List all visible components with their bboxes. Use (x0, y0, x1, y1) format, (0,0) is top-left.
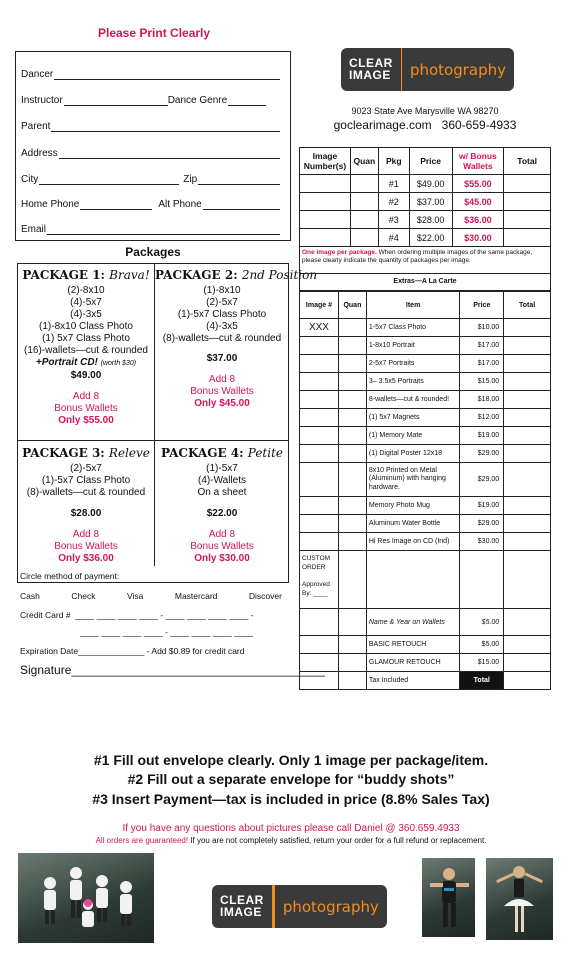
custom-order-row[interactable]: CUSTOM ORDER Approved By: ____ (300, 551, 551, 609)
print-clearly-heading: Please Print Clearly (98, 26, 211, 40)
clear-image-logo: CLEAR IMAGE photography (341, 48, 514, 91)
table-row[interactable]: XXX 1-5x7 Class Photo $10.00 (300, 319, 551, 337)
table-row[interactable]: BASIC RETOUCH $5.00 (300, 636, 551, 654)
signature-field[interactable]: Signature______________________________________ (20, 663, 325, 677)
table-row[interactable]: #4 $22.00 $30.00 (300, 229, 551, 247)
group-dance-photo (18, 853, 154, 943)
extras-table: Image # Quan Item Price Total XXX 1-5x7 Class Photo $10.00 1-8x10 Portrait $17.00 2-5x7 Portraits $17.00 3– 3.5x5 Portraits $15.00 8-wallets—cut & rounded! $18.00 (1) 5x7 Magnets $12.00 (1) Memory Mate $19.00 (1) Digital Poster 12x18 $29.00 8x10 Printed on Metal (Aluminum) with hanging hardware. $29.00 Memory Photo Mug $19.00 Aluminum Water Bottle $29.00 Hi Res Image on CD (Ind) $30.00 CUSTOM ORDER Approved By: ____ Name & Year on Wallets $5.00 BASIC RETOUCH $5.00 GLAMOUR RETOUCH $15.00 Tax Included Total (299, 291, 551, 690)
clear-image-logo-bottom: CLEAR IMAGE photography (212, 885, 387, 928)
dancer-photo-1 (422, 858, 475, 937)
package-3[interactable]: PACKAGE 3: Releve (2)-5x7 (1)-5x7 Class Photo (8)-wallets—cut & rounded $28.00 Add 8 Bonus Wallets Only $36.00 (22, 446, 150, 564)
table-row[interactable]: #1 $49.00 $55.00 (300, 175, 551, 193)
package-4[interactable]: PACKAGE 4: Petite (1)-5x7 (4)-Wallets On a sheet $22.00 Add 8 Bonus Wallets Only $30.00 (160, 446, 284, 564)
table-row[interactable]: (1) 5x7 Magnets $12.00 (300, 409, 551, 427)
questions-line: If you have any questions about pictures please call Daniel @ 360.659.4933 (122, 823, 460, 834)
payment-discover[interactable]: Discover (248, 591, 282, 601)
guarantee-line: All orders are guaranteed! If you are not completely satisfied, return your order for a full refund or replacement. (95, 836, 487, 845)
credit-card-field-2[interactable]: ____ ____ ____ ____ - ____ ____ ____ ____ (80, 627, 253, 637)
table-row[interactable]: 1-8x10 Portrait $17.00 (300, 337, 551, 355)
payment-mastercard[interactable]: Mastercard (174, 591, 218, 601)
dancer-field[interactable]: Dancer (21, 69, 280, 80)
order-note: One image per package. When ordering multiple images of the same package, please clearly indicate the quantity of packages per image. (299, 246, 551, 273)
package-2[interactable]: PACKAGE 2: 2nd Position (1)-8x10 (2)-5x7 (1)-5x7 Class Photo (4)-3x5 (8)-wallets—cut & rounded $37.00 Add 8 Bonus Wallets Only $45.00 (155, 268, 318, 409)
table-row[interactable]: (1) Digital Poster 12x18 $29.00 (300, 445, 551, 463)
parent-field[interactable]: Parent (21, 121, 280, 132)
phone-field[interactable]: Home Phone Alt Phone (21, 199, 280, 210)
personal-info-box (15, 51, 291, 241)
table-row[interactable]: #2 $37.00 $45.00 (300, 193, 551, 211)
address-field[interactable]: Address (21, 148, 280, 159)
payment-methods (20, 591, 282, 601)
table-row[interactable]: Hi Res Image on CD (Ind) $30.00 (300, 533, 551, 551)
packages-grid (17, 263, 318, 583)
table-row[interactable]: Name & Year on Wallets $5.00 (300, 609, 551, 636)
table-row[interactable]: (1) Memory Mate $19.00 (300, 427, 551, 445)
table-row[interactable]: Memory Photo Mug $19.00 (300, 497, 551, 515)
table-row[interactable]: 8-wallets—cut & rounded! $18.00 (300, 391, 551, 409)
extras-title: Extras—A La Carte (299, 273, 551, 291)
table-row[interactable]: #3 $28.00 $36.00 (300, 211, 551, 229)
payment-check[interactable]: Check (71, 591, 96, 601)
circle-payment-label: Circle method of payment: (20, 571, 120, 581)
city-zip-field[interactable]: City Zip (21, 174, 280, 185)
instruction-1: #1 Fill out envelope clearly. Only 1 image per package/item. (93, 752, 489, 768)
package-1[interactable]: PACKAGE 1: Brava! (2)-8x10 (4)-5x7 (4)-3x5 (1)-8x10 Class Photo (1) 5x7 Class Photo (16)-wallets—cut & rounded +Portrait CD! (worth $30) $49.00 Add 8 Bonus Wallets Only $55.00 (22, 268, 150, 426)
table-row[interactable]: GLAMOUR RETOUCH $15.00 (300, 654, 551, 672)
table-row[interactable]: 3– 3.5x5 Portraits $15.00 (300, 373, 551, 391)
instructor-genre-field[interactable]: Instructor Dance Genre (21, 95, 280, 106)
dancer-photo-2 (486, 858, 553, 940)
instruction-3: #3 Insert Payment—tax is included in price (8.8% Sales Tax) (92, 791, 490, 807)
studio-address: 9023 State Ave Marysville WA 98270 (351, 106, 499, 116)
payment-visa[interactable]: Visa (126, 591, 144, 601)
instruction-2: #2 Fill out a separate envelope for “buddy shots” (127, 771, 455, 787)
table-row[interactable]: 2-5x7 Portraits $17.00 (300, 355, 551, 373)
email-field[interactable]: Email (21, 224, 280, 235)
payment-cash[interactable]: Cash (20, 591, 40, 601)
table-row[interactable]: 8x10 Printed on Metal (Aluminum) with hanging hardware. $29.00 (300, 463, 551, 497)
package-order-table: Image Number(s) Quan Pkg Price w/ Bonus Wallets Total #1 $49.00 $55.00 #2 $37.00 $45.00 #3 $28.00 $36.00 #4 $22.00 $30.00 (299, 147, 551, 247)
expiration-field[interactable]: Expiration Date______________ - Add $0.89 for credit card (20, 646, 245, 656)
packages-title: Packages (125, 245, 181, 259)
phone-number: 360-659-4933 (441, 118, 517, 132)
studio-contact (300, 118, 550, 132)
website-link[interactable]: goclearimage.com (333, 118, 432, 132)
table-row[interactable]: Tax Included Total (300, 672, 551, 690)
table-row[interactable]: Aluminum Water Bottle $29.00 (300, 515, 551, 533)
credit-card-field[interactable]: Credit Card # ____ ____ ____ ____ - ____ ____ ____ ____ - (20, 610, 254, 620)
